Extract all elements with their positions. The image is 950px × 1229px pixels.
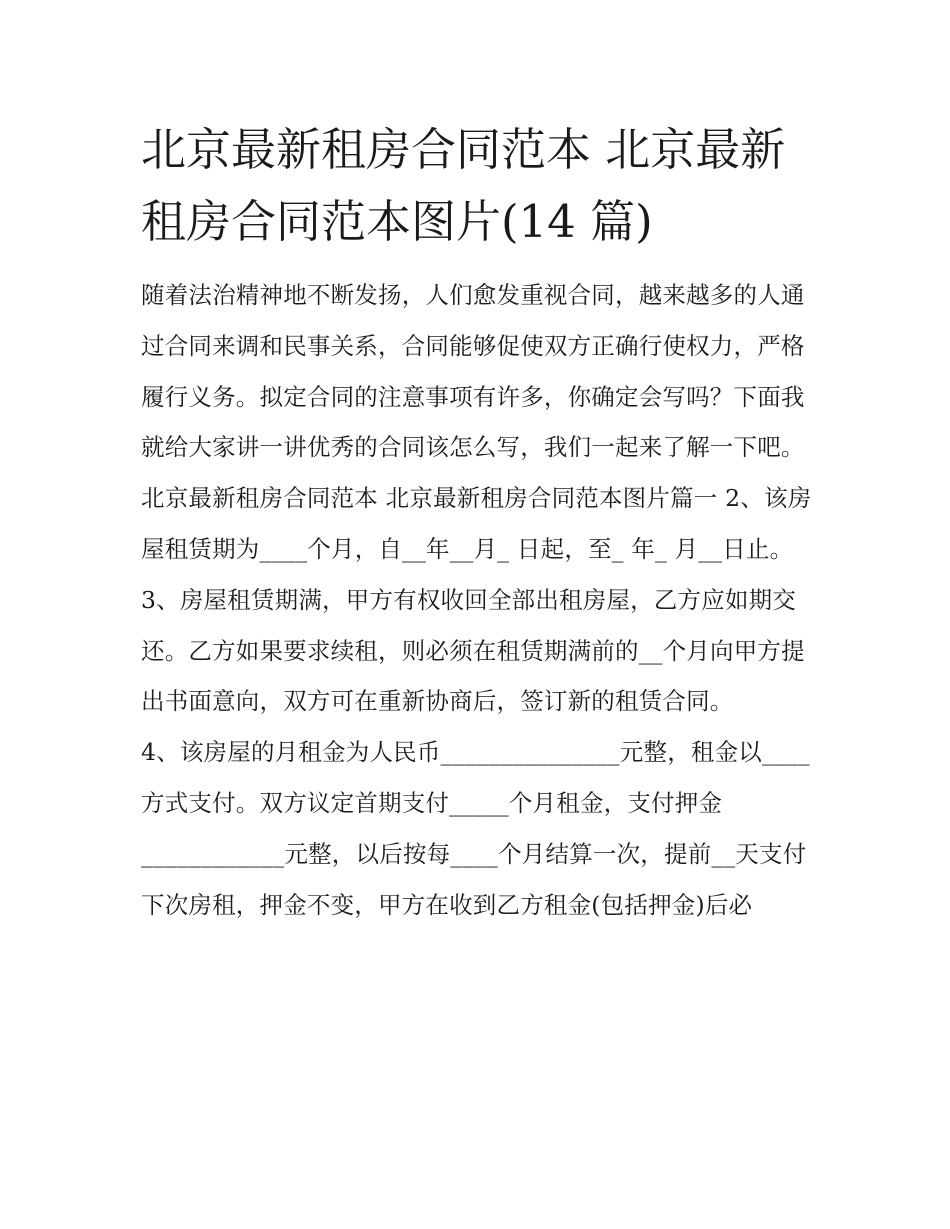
- intro-paragraph: 随着法治精神地不断发扬，人们愈发重视合同，越来越多的人通过合同来调和民事关系，合同能够促使双方正确行使权力，严格履行义务。拟定合同的注意事项有许多，你确定会写吗？下面我就给大家讲一讲优秀的合同该怎么写，我们一起来了解一下吧。: [141, 281, 805, 462]
- clause-2-paragraph: 北京最新租房合同范本 北京最新租房合同范本图片篇一 2、该房屋租赁期为____个月，自__年__月_ 日起，至_ 年_ 月__日止。: [141, 484, 812, 563]
- clause-4-paragraph: 4、该房屋的月租金为人民币_______________元整，租金以____方式支付。双方议定首期支付_____个月租金，支付押金____________元整，以后按每____个月结算一次，提前__天支付下次房租，押金不变，甲方在收到乙方租金(包括押金)后必: [141, 738, 810, 919]
- document-page: [141, 114, 813, 930]
- clause-3-paragraph: 3、房屋租赁期满，甲方有权收回全部出租房屋，乙方应如期交还。乙方如果要求续租，则必须在租赁期满前的__个月向甲方提出书面意向，双方可在重新协商后，签订新的租赁合同。: [141, 585, 805, 716]
- document-title: 北京最新租房合同范本 北京最新租房合同范本图片(14 篇): [141, 123, 786, 248]
